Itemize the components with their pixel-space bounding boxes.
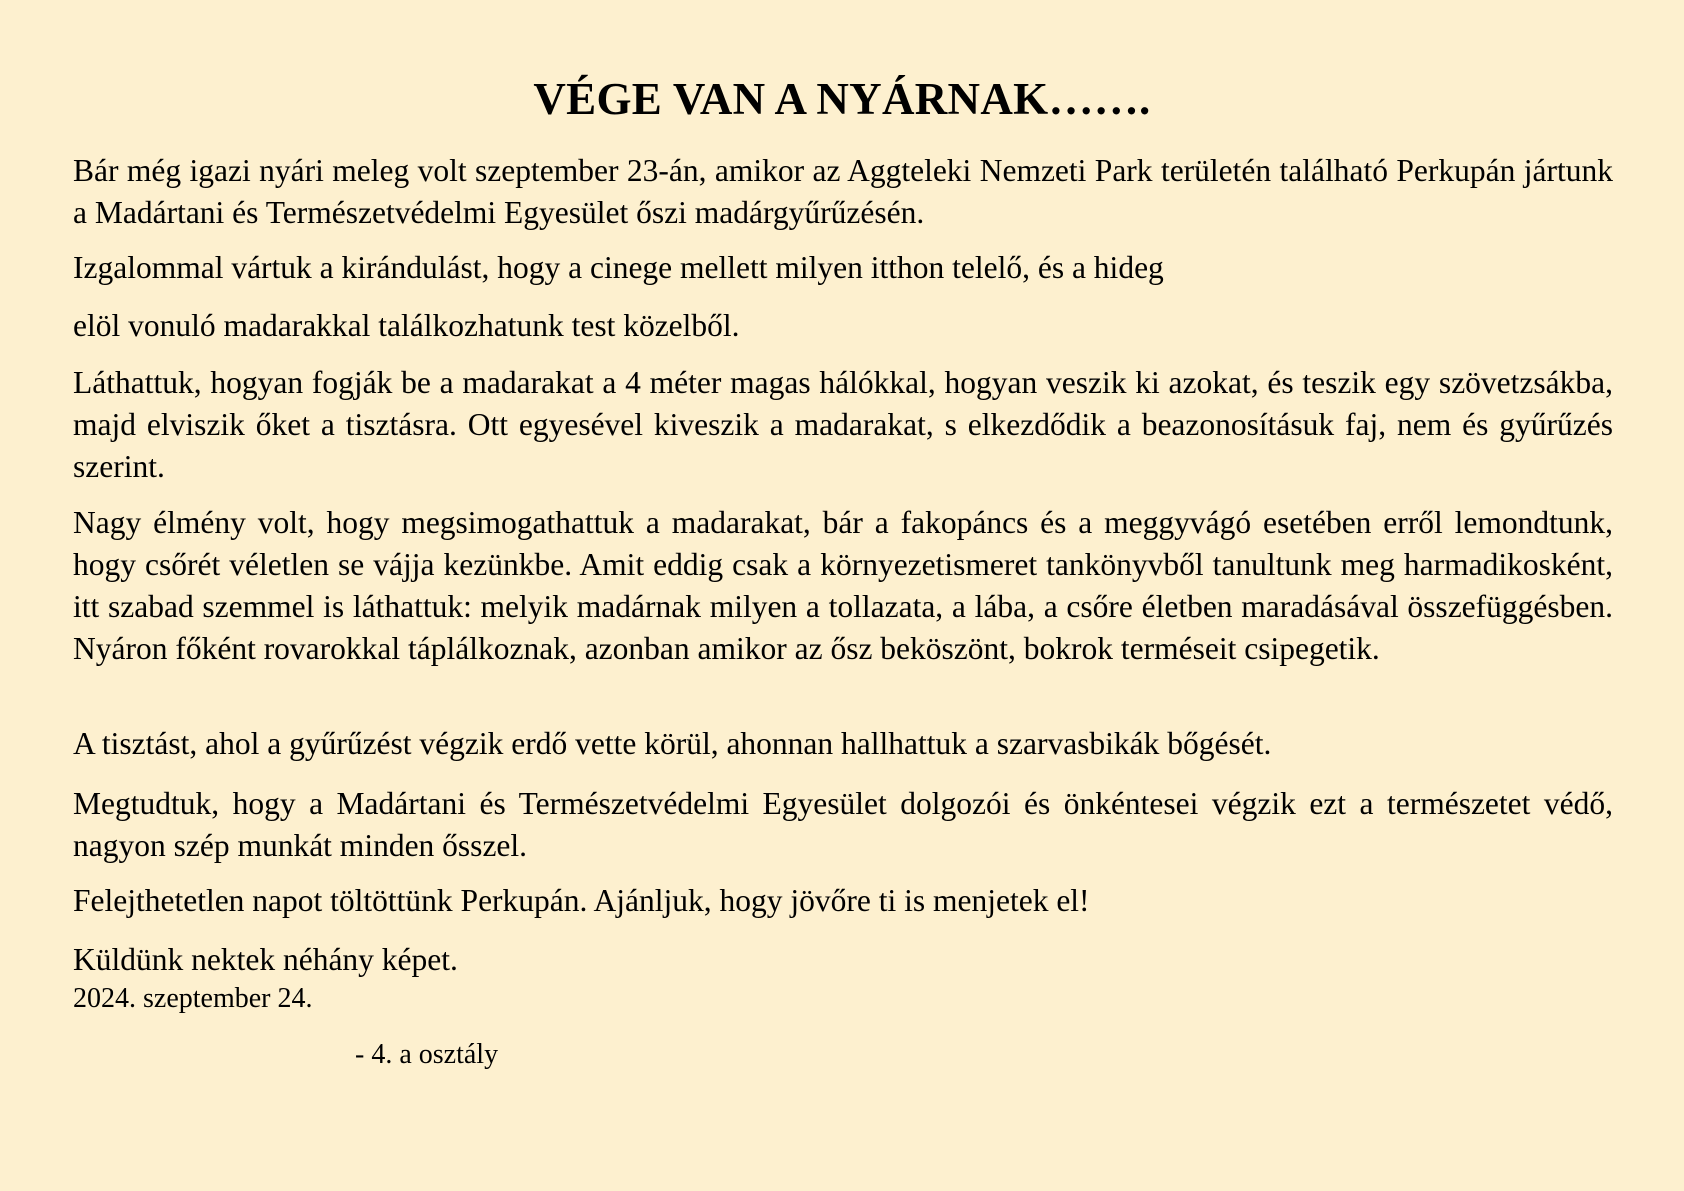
- paragraph-clearing: A tisztást, ahol a gyűrűzést végzik erdő vette körül, ahonnan hallhattuk a szarvasbikák bőgését.: [73, 726, 1272, 761]
- paragraph-excitement-line1: Izgalommal vártuk a kirándulást, hogy a cinege mellett milyen itthon telelő, és a hideg: [73, 250, 1164, 285]
- paragraph-catching: Láthattuk, hogyan fogják be a madarakat a 4 méter magas hálókkal, hogyan veszik ki azokat, és teszik egy szövetzsákba, majd elviszik őket a tisztásra. Ott egyesével kiveszik a madarakat, s elkezdődik a beazonosításuk faj, nem és gyűrűzés szerint.: [73, 365, 1613, 484]
- paragraph-excitement-line2: elöl vonuló madarakkal találkozhatunk test közelből.: [73, 308, 740, 343]
- paragraph-intro: Bár még igazi nyári meleg volt szeptember 23-án, amikor az Aggteleki Nemzeti Park területén található Perkupán jártunk a Madártani és Természetvédelmi Egyesület őszi madárgyűrűzésén.: [73, 153, 1613, 230]
- paragraph-recommendation: Felejthetetlen napot töltöttünk Perkupán. Ajánljuk, hogy jövőre ti is menjetek el!: [73, 883, 1090, 918]
- document-title: VÉGE VAN A NYÁRNAK…….: [533, 74, 1151, 124]
- paragraph-association: Megtudtuk, hogy a Madártani és Természetvédelmi Egyesület dolgozói és önkéntesei végzik ezt a természetet védő, nagyon szép munkát minden ősszel.: [73, 786, 1613, 863]
- paragraph-experience: Nagy élmény volt, hogy megsimogathattuk a madarakat, bár a fakopáncs és a meggyvágó esetében erről lemondtunk, hogy csőrét véletlen se vájja kezünkbe. Amit eddig csak a környezetismeret tankönyvből tanultunk meg harmadikosként, itt szabad szemmel is láthattuk: melyik madárnak milyen a tollazata, a lába, a csőre életben maradásával összefüggésben. Nyáron főként rovarokkal táplálkoznak, azonban amikor az ősz beköszönt, bokrok terméseit csipegetik.: [73, 505, 1613, 666]
- document-signature: - 4. a osztály: [355, 1039, 499, 1070]
- document-date: 2024. szeptember 24.: [73, 983, 313, 1014]
- paragraph-pictures: Küldünk nektek néhány képet.: [73, 942, 458, 977]
